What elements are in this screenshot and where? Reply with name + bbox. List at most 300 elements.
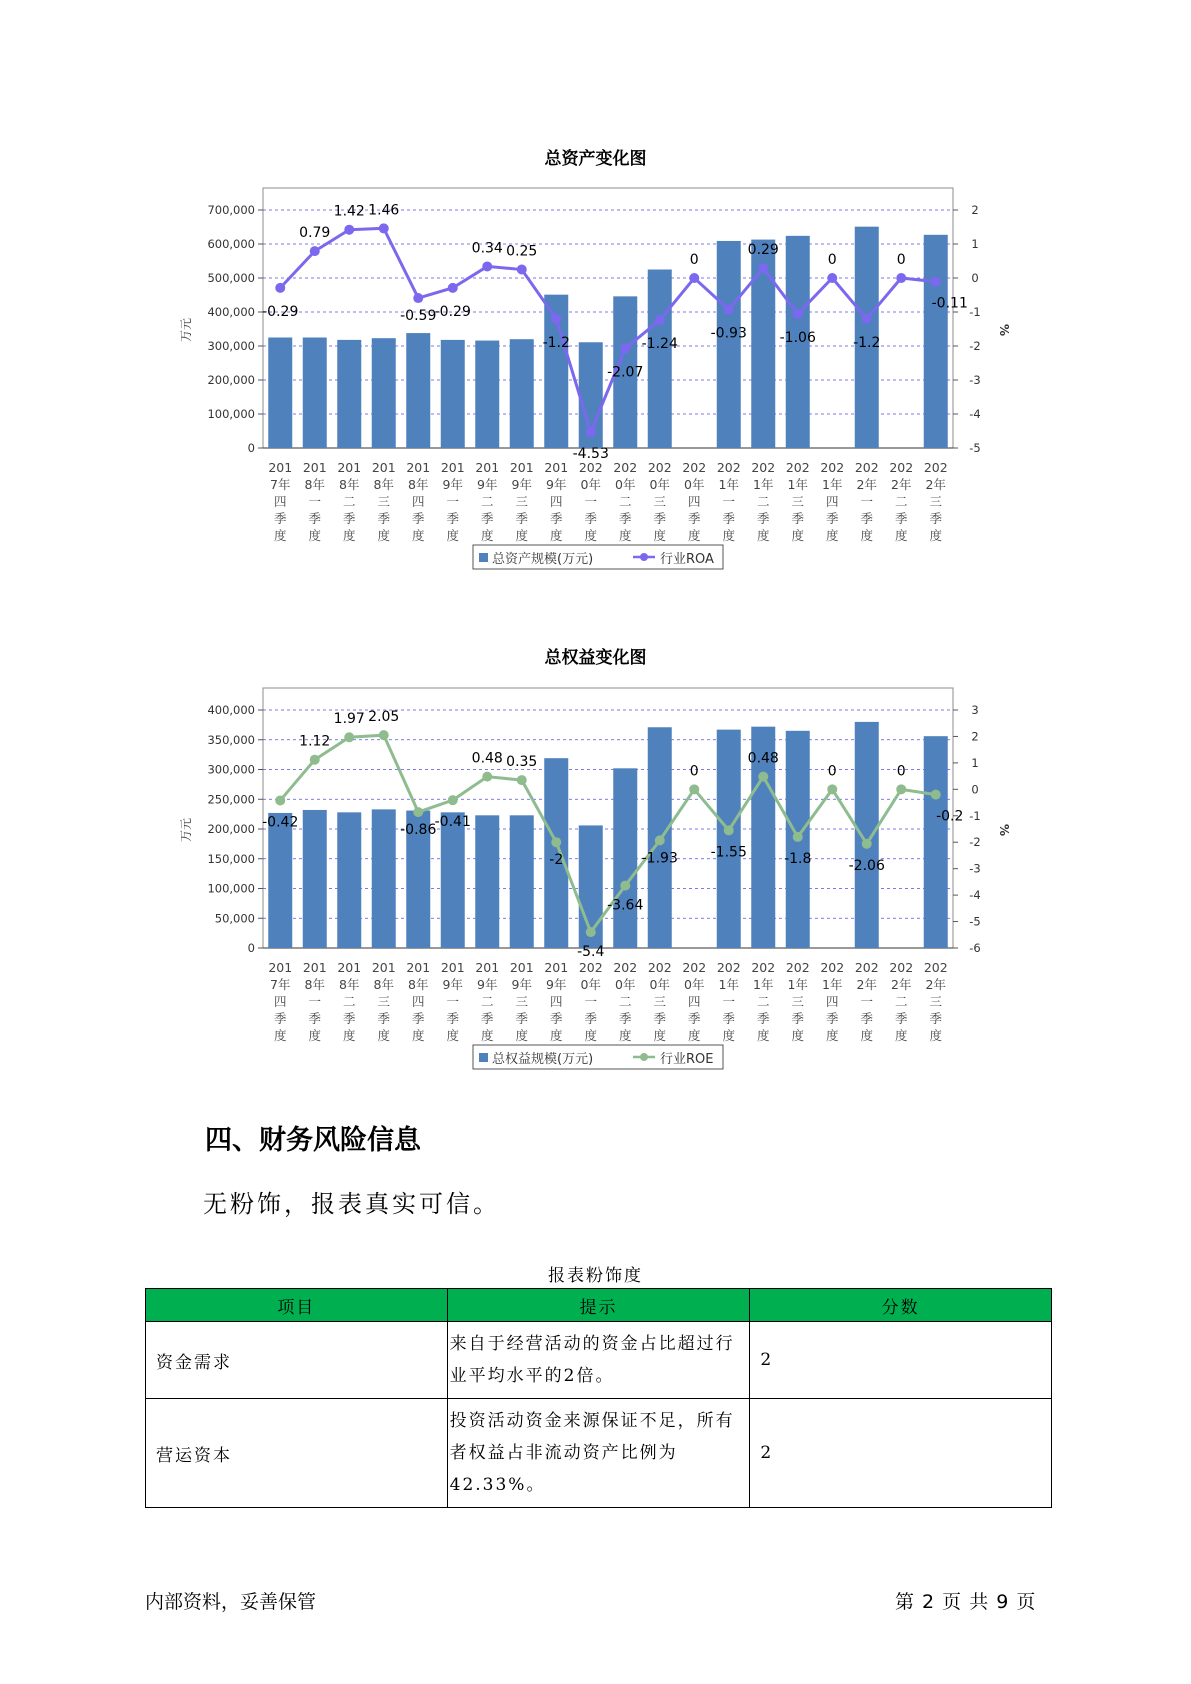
x-tick-label: 三 (377, 494, 391, 509)
x-tick-label: 度 (756, 1028, 770, 1043)
left-tick-label: 700,000 (207, 203, 255, 217)
section-body: 无粉饰，报表真实可信。 (203, 1190, 500, 1218)
x-tick-label: 202 (854, 960, 879, 975)
x-tick-label: 季 (411, 1011, 425, 1026)
x-tick-label: 二 (342, 494, 356, 509)
line-point (689, 784, 699, 794)
data-label: 2.05 (368, 709, 400, 726)
bar (337, 812, 361, 948)
line-point (310, 755, 320, 765)
x-tick-label: 0年 (684, 477, 705, 492)
bar (717, 730, 741, 948)
line-point (655, 315, 665, 325)
x-tick-label: 201 (544, 960, 569, 975)
x-tick-label: 201 (440, 960, 465, 975)
x-tick-label: 季 (860, 511, 874, 526)
x-tick-label: 201 (337, 960, 362, 975)
x-tick-label: 度 (929, 528, 943, 543)
x-tick-label: 0年 (615, 977, 636, 992)
x-tick-label: 201 (406, 460, 431, 475)
left-tick-label: 300,000 (207, 339, 255, 353)
left-tick-label: 350,000 (207, 732, 255, 747)
x-tick-label: 季 (377, 1011, 391, 1026)
x-tick-label: 季 (411, 511, 425, 526)
x-tick-label: 9年 (477, 477, 498, 492)
x-tick-label: 季 (273, 511, 287, 526)
left-axis-title: 万元 (179, 817, 193, 843)
x-tick-label: 四 (687, 994, 701, 1009)
data-label: -0.86 (400, 822, 437, 839)
x-tick-label: 度 (515, 528, 529, 543)
x-tick-label: 三 (929, 994, 943, 1009)
x-tick-label: 202 (647, 960, 672, 975)
line-point (931, 790, 941, 800)
x-tick-label: 三 (791, 494, 805, 509)
x-tick-label: 季 (860, 1011, 874, 1026)
x-tick-label: 度 (411, 1028, 425, 1043)
bar (372, 809, 396, 948)
x-tick-label: 季 (446, 1011, 460, 1026)
bar (717, 241, 741, 448)
line-point (724, 305, 734, 315)
right-tick-label: -4 (969, 888, 981, 903)
x-tick-label: 季 (791, 1011, 805, 1026)
left-tick-label: 600,000 (207, 237, 255, 251)
data-label: 1.12 (299, 733, 331, 750)
x-tick-label: 季 (515, 1011, 529, 1026)
line-point (827, 784, 837, 794)
data-label: 0.34 (471, 240, 503, 257)
x-tick-label: 季 (687, 511, 701, 526)
row-item: 资金需求 (146, 1322, 448, 1399)
legend-line-label: 行业ROE (660, 1052, 714, 1067)
x-tick-label: 202 (751, 460, 776, 475)
x-tick-label: 201 (509, 460, 534, 475)
x-tick-label: 9年 (546, 477, 567, 492)
data-label: 1.46 (368, 202, 400, 219)
x-tick-label: 度 (549, 528, 563, 543)
x-tick-label: 季 (273, 1011, 287, 1026)
left-tick-label: 0 (247, 441, 255, 455)
bar (475, 815, 499, 948)
row-hint: 来自于经营活动的资金占比超过行业平均水平的2倍。 (447, 1322, 750, 1399)
x-tick-label: 202 (820, 960, 845, 975)
x-tick-label: 季 (722, 1011, 736, 1026)
x-tick-label: 四 (411, 994, 425, 1009)
x-tick-label: 8年 (408, 977, 429, 992)
data-label: -1.2 (542, 334, 570, 351)
x-tick-label: 202 (785, 460, 810, 475)
right-tick-label: 1 (971, 755, 979, 770)
x-tick-label: 季 (894, 1011, 908, 1026)
data-label: -0.93 (710, 325, 747, 342)
x-tick-label: 8年 (373, 977, 394, 992)
x-tick-label: 2年 (925, 477, 946, 492)
right-tick-label: -1 (969, 305, 981, 319)
x-tick-label: 四 (549, 994, 563, 1009)
x-tick-label: 201 (509, 960, 534, 975)
x-tick-label: 7年 (270, 977, 291, 992)
x-tick-label: 0年 (684, 977, 705, 992)
x-tick-label: 201 (337, 460, 362, 475)
data-label: 0.25 (506, 243, 538, 260)
x-tick-label: 四 (549, 494, 563, 509)
x-tick-label: 201 (440, 460, 465, 475)
x-tick-label: 一 (308, 994, 322, 1009)
x-tick-label: 0年 (580, 477, 601, 492)
x-tick-label: 季 (756, 511, 770, 526)
data-label: 1.97 (333, 711, 365, 728)
x-tick-label: 0年 (649, 477, 670, 492)
x-tick-label: 季 (377, 511, 391, 526)
right-tick-label: -1 (969, 808, 981, 823)
row-hint: 投资活动资金来源保证不足，所有者权益占非流动资产比例为42.33%。 (447, 1399, 750, 1508)
table-row (146, 1399, 1052, 1508)
left-tick-label: 150,000 (207, 851, 255, 866)
x-tick-label: 202 (820, 460, 845, 475)
x-tick-label: 202 (923, 460, 948, 475)
x-tick-label: 季 (653, 511, 667, 526)
legend-line-label: 行业ROA (660, 552, 714, 567)
data-label: -4.53 (572, 446, 609, 463)
x-tick-label: 度 (342, 1028, 356, 1043)
row-score: 2 (750, 1399, 1052, 1508)
x-tick-label: 0年 (615, 477, 636, 492)
line-point (379, 223, 389, 233)
x-tick-label: 8年 (408, 477, 429, 492)
x-tick-label: 季 (549, 1011, 563, 1026)
data-label: 0.29 (747, 242, 779, 259)
x-tick-label: 度 (308, 528, 322, 543)
line-point (758, 772, 768, 782)
data-label: 0 (896, 763, 906, 780)
table-header-row (146, 1289, 1052, 1322)
line-point (275, 283, 285, 293)
x-tick-label: 二 (480, 994, 494, 1009)
x-tick-label: 季 (584, 1011, 598, 1026)
x-tick-label: 度 (825, 1028, 839, 1043)
data-label: -0.29 (434, 303, 471, 320)
right-tick-label: 0 (971, 271, 979, 285)
right-tick-label: 0 (971, 782, 979, 797)
line-point (655, 835, 665, 845)
right-tick-label: -4 (969, 407, 981, 421)
line-point (586, 927, 596, 937)
section-heading: 四、财务风险信息 (205, 1125, 421, 1156)
right-tick-label: -2 (969, 339, 981, 353)
x-tick-label: 2年 (856, 977, 877, 992)
data-label: -0.11 (931, 295, 968, 312)
x-tick-label: 一 (860, 494, 874, 509)
x-tick-label: 三 (929, 494, 943, 509)
x-tick-label: 度 (687, 1028, 701, 1043)
x-tick-label: 度 (273, 528, 287, 543)
x-tick-label: 8年 (304, 477, 325, 492)
line-point (551, 837, 561, 847)
bar (613, 768, 637, 948)
x-tick-label: 度 (722, 528, 736, 543)
x-tick-label: 度 (791, 1028, 805, 1043)
x-tick-label: 度 (411, 528, 425, 543)
x-tick-label: 季 (825, 511, 839, 526)
bar (303, 338, 327, 449)
table-row (146, 1322, 1052, 1399)
x-tick-label: 2年 (856, 477, 877, 492)
x-tick-label: 201 (371, 960, 396, 975)
line-point (758, 263, 768, 273)
x-tick-label: 202 (716, 460, 741, 475)
left-tick-label: 500,000 (207, 271, 255, 285)
bar (441, 340, 465, 448)
x-tick-label: 季 (342, 1011, 356, 1026)
line-point (793, 309, 803, 319)
line-point (827, 273, 837, 283)
data-label: 0 (827, 763, 837, 780)
line-point (862, 314, 872, 324)
x-tick-label: 季 (515, 511, 529, 526)
table-caption: 报表粉饰度 (548, 1266, 643, 1286)
x-tick-label: 二 (756, 494, 770, 509)
x-tick-label: 一 (584, 994, 598, 1009)
x-tick-label: 8年 (339, 477, 360, 492)
x-tick-label: 二 (618, 494, 632, 509)
x-tick-label: 一 (446, 494, 460, 509)
line-point (724, 825, 734, 835)
x-tick-label: 季 (584, 511, 598, 526)
x-tick-label: 二 (894, 994, 908, 1009)
line-point (620, 881, 630, 891)
x-tick-label: 202 (578, 460, 603, 475)
header-score: 分数 (750, 1289, 1052, 1322)
x-tick-label: 季 (894, 511, 908, 526)
data-label: 0.48 (747, 750, 779, 767)
plot-frame (263, 188, 953, 448)
header-item: 项目 (146, 1289, 448, 1322)
x-tick-label: 9年 (442, 977, 463, 992)
x-tick-label: 季 (342, 511, 356, 526)
x-tick-label: 季 (929, 511, 943, 526)
x-tick-label: 度 (791, 528, 805, 543)
left-tick-label: 50,000 (214, 911, 255, 926)
line-point (413, 807, 423, 817)
left-tick-label: 250,000 (207, 792, 255, 807)
x-tick-label: 201 (475, 960, 500, 975)
x-tick-label: 三 (515, 494, 529, 509)
right-tick-label: 3 (971, 703, 979, 717)
x-tick-label: 季 (618, 1011, 632, 1026)
data-label: -1.93 (641, 850, 678, 867)
bar (372, 338, 396, 448)
x-tick-label: 季 (653, 1011, 667, 1026)
footer-page-number: 第 2 页 共 9 页 (895, 1591, 1037, 1613)
bar (924, 736, 948, 948)
left-tick-label: 200,000 (207, 373, 255, 387)
x-tick-label: 度 (860, 1028, 874, 1043)
x-tick-label: 度 (377, 528, 391, 543)
x-tick-label: 9年 (477, 977, 498, 992)
left-tick-label: 400,000 (207, 703, 255, 717)
left-tick-label: 100,000 (207, 881, 255, 896)
x-tick-label: 一 (722, 494, 736, 509)
data-label: 0 (689, 252, 699, 268)
line-point (344, 225, 354, 235)
x-tick-label: 季 (549, 511, 563, 526)
x-tick-label: 1年 (753, 477, 774, 492)
x-tick-label: 四 (273, 494, 287, 509)
x-tick-label: 季 (618, 511, 632, 526)
x-tick-label: 202 (716, 960, 741, 975)
x-tick-label: 三 (653, 494, 667, 509)
chart-title-total-equity: 总权益变化图 (544, 648, 647, 668)
x-tick-label: 季 (929, 1011, 943, 1026)
x-tick-label: 季 (687, 1011, 701, 1026)
x-tick-label: 季 (756, 1011, 770, 1026)
x-tick-label: 202 (889, 960, 914, 975)
line-point (931, 277, 941, 287)
line-point (896, 784, 906, 794)
x-tick-label: 二 (894, 494, 908, 509)
x-tick-label: 一 (446, 994, 460, 1009)
bar (268, 338, 292, 449)
left-tick-label: 200,000 (207, 822, 255, 836)
x-tick-label: 201 (302, 960, 327, 975)
data-label: -3.64 (607, 897, 644, 914)
left-tick-label: 400,000 (207, 305, 255, 319)
left-axis-title: 万元 (179, 317, 193, 343)
x-tick-label: 1年 (718, 977, 739, 992)
x-tick-label: 202 (785, 960, 810, 975)
x-tick-label: 度 (722, 1028, 736, 1043)
x-tick-label: 202 (613, 960, 638, 975)
x-tick-label: 一 (584, 494, 598, 509)
x-tick-label: 度 (618, 528, 632, 543)
x-tick-label: 度 (894, 1028, 908, 1043)
x-tick-label: 度 (929, 1028, 943, 1043)
line-point (551, 314, 561, 324)
x-tick-label: 三 (515, 994, 529, 1009)
bar (441, 812, 465, 948)
line-point (862, 839, 872, 849)
x-tick-label: 8年 (373, 477, 394, 492)
right-tick-label: 1 (971, 237, 979, 251)
right-axis-title: % (997, 823, 1011, 837)
x-tick-label: 201 (544, 460, 569, 475)
x-tick-label: 二 (480, 494, 494, 509)
right-tick-label: 2 (971, 729, 979, 744)
line-point (344, 732, 354, 742)
data-label: -0.2 (936, 808, 964, 825)
x-tick-label: 度 (618, 1028, 632, 1043)
data-label: 0 (896, 252, 906, 268)
x-tick-label: 9年 (511, 977, 532, 992)
right-tick-label: -3 (969, 861, 981, 876)
x-tick-label: 度 (687, 528, 701, 543)
line-point (448, 795, 458, 805)
x-tick-label: 201 (371, 460, 396, 475)
data-label: -0.29 (262, 303, 299, 320)
line-point (413, 293, 423, 303)
right-tick-label: -5 (969, 441, 981, 455)
right-tick-label: 2 (971, 203, 979, 217)
bar (855, 722, 879, 948)
x-tick-label: 三 (653, 994, 667, 1009)
x-tick-label: 二 (756, 994, 770, 1009)
x-tick-label: 9年 (546, 977, 567, 992)
whitewash-table (145, 1288, 1052, 1508)
legend-line-marker (640, 553, 648, 561)
line-point (896, 273, 906, 283)
x-tick-label: 度 (377, 1028, 391, 1043)
bar (510, 339, 534, 448)
x-tick-label: 一 (860, 994, 874, 1009)
data-label: 0.79 (299, 225, 331, 242)
x-tick-label: 9年 (442, 477, 463, 492)
x-tick-label: 201 (406, 960, 431, 975)
line-point (482, 772, 492, 782)
x-tick-label: 1年 (822, 477, 843, 492)
chart-title-total-assets: 总资产变化图 (544, 149, 647, 169)
x-tick-label: 0年 (649, 977, 670, 992)
x-tick-label: 202 (889, 460, 914, 475)
x-tick-label: 季 (480, 511, 494, 526)
x-tick-label: 季 (825, 1011, 839, 1026)
line-point (482, 261, 492, 271)
data-label: -2.07 (607, 364, 644, 381)
row-item: 营运资本 (146, 1399, 448, 1508)
x-tick-label: 四 (825, 994, 839, 1009)
bar (337, 340, 361, 448)
x-tick-label: 四 (687, 494, 701, 509)
x-tick-label: 三 (791, 994, 805, 1009)
bar (268, 813, 292, 948)
data-label: 0 (689, 763, 699, 780)
data-label: -0.41 (434, 814, 471, 831)
line-point (275, 795, 285, 805)
x-tick-label: 季 (722, 511, 736, 526)
bar (475, 341, 499, 448)
x-tick-label: 2年 (891, 477, 912, 492)
x-tick-label: 一 (722, 994, 736, 1009)
x-tick-label: 1年 (787, 477, 808, 492)
line-point (379, 730, 389, 740)
x-tick-label: 201 (475, 460, 500, 475)
x-tick-label: 9年 (511, 477, 532, 492)
row-score: 2 (750, 1322, 1052, 1399)
x-tick-label: 度 (653, 1028, 667, 1043)
left-tick-label: 100,000 (207, 407, 255, 421)
data-label: 0.48 (471, 750, 503, 767)
x-tick-label: 度 (342, 528, 356, 543)
x-tick-label: 7年 (270, 477, 291, 492)
line-point (586, 427, 596, 437)
x-tick-label: 2年 (891, 977, 912, 992)
x-tick-label: 2年 (925, 977, 946, 992)
right-tick-label: -3 (969, 373, 981, 387)
data-label: -0.42 (262, 814, 299, 831)
x-tick-label: 度 (273, 1028, 287, 1043)
x-tick-label: 度 (860, 528, 874, 543)
data-label: -1.8 (784, 850, 812, 867)
x-tick-label: 8年 (304, 977, 325, 992)
x-tick-label: 201 (268, 460, 293, 475)
x-tick-label: 四 (273, 994, 287, 1009)
line-point (517, 775, 527, 785)
x-tick-label: 三 (377, 994, 391, 1009)
data-label: 0 (827, 252, 837, 268)
line-point (517, 265, 527, 275)
x-tick-label: 度 (480, 528, 494, 543)
header-hint: 提示 (447, 1289, 750, 1322)
